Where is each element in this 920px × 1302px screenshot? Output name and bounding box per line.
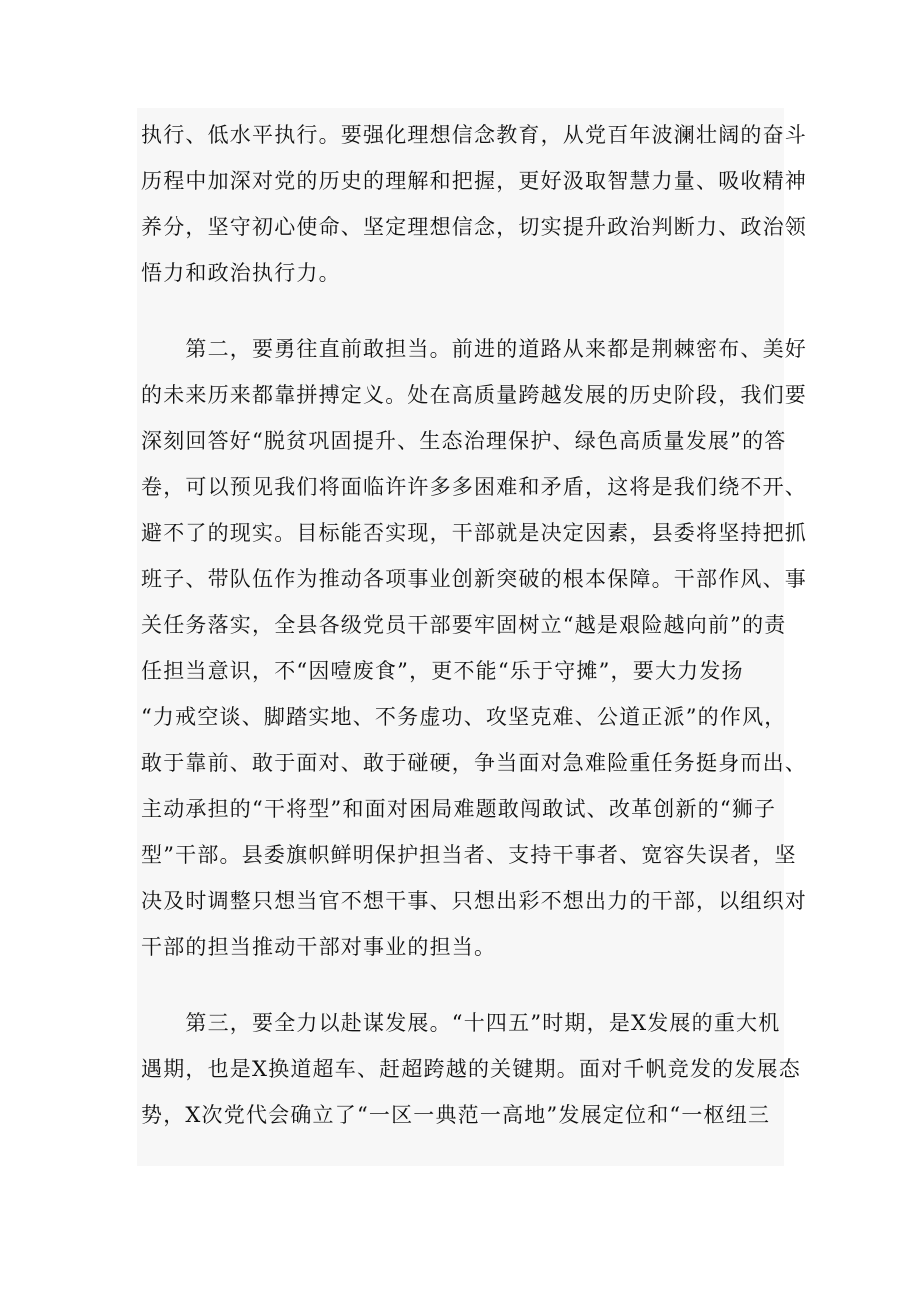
paragraph-gap — [141, 970, 781, 1000]
text-line: 悟力和政治执行力。 — [141, 261, 341, 285]
text-line: 养分，坚守初心使命、坚定理想信念，切实提升政治判断力、政治领 — [141, 215, 807, 239]
text-line: “力戒空谈、脚踏实地、不务虚功、攻坚克难、公道正派”的作风， — [141, 705, 787, 729]
paragraph-2 — [141, 326, 807, 970]
text-line: 型”干部。县委旗帜鲜明保护担当者、支持干事者、宽容失误者，坚 — [141, 843, 797, 867]
text-line: 势，X次党代会确立了“一区一典范一高地”发展定位和“一枢纽三 — [141, 1103, 771, 1127]
text-line: 第二，要勇往直前敢担当。前进的道路从来都是荆棘密布、美好 — [141, 337, 807, 361]
text-line: 关任务落实，全县各级党员干部要牢固树立“越是艰险越向前”的责 — [141, 613, 787, 637]
text-line: 敢于靠前、敢于面对、敢于碰硬，争当面对急难险重任务挺身而出、 — [141, 751, 807, 775]
text-line: 遇期，也是X换道超车、赶超跨越的关键期。面对千帆竞发的发展态 — [141, 1057, 801, 1081]
text-line: 深刻回答好“脱贫巩固提升、生态治理保护、绿色高质量发展”的答 — [141, 429, 787, 453]
paragraph-3 — [141, 1000, 801, 1138]
text-line: 避不了的现实。目标能否实现，干部就是决定因素，县委将坚持把抓 — [141, 521, 807, 545]
paragraph-1 — [141, 112, 807, 296]
text-line: 干部的担当推动干部对事业的担当。 — [141, 935, 497, 959]
text-line: 任担当意识，不“因噎废食”，更不能“乐于守摊”，要大力发扬 — [141, 659, 744, 683]
text-line: 班子、带队伍作为推动各项事业创新突破的根本保障。干部作风、事 — [141, 567, 807, 591]
text-line: 主动承担的“干将型”和面对困局难题敢闯敢试、改革创新的“狮子 — [141, 797, 777, 821]
text-line: 的未来历来都靠拼搏定义。处在高质量跨越发展的历史阶段，我们要 — [141, 383, 807, 407]
text-line: 第三，要全力以赴谋发展。“十四五”时期，是X发展的重大机 — [141, 1011, 781, 1035]
paragraph-gap — [141, 296, 781, 326]
text-line: 卷，可以预见我们将面临许许多多困难和矛盾，这将是我们绕不开、 — [141, 475, 807, 499]
document-page — [141, 112, 807, 1138]
text-line: 执行、低水平执行。要强化理想信念教育，从党百年波澜壮阔的奋斗 — [141, 123, 807, 147]
text-line: 决及时调整只想当官不想干事、只想出彩不想出力的干部，以组织对 — [141, 889, 807, 913]
text-line: 历程中加深对党的历史的理解和把握，更好汲取智慧力量、吸收精神 — [141, 169, 807, 193]
